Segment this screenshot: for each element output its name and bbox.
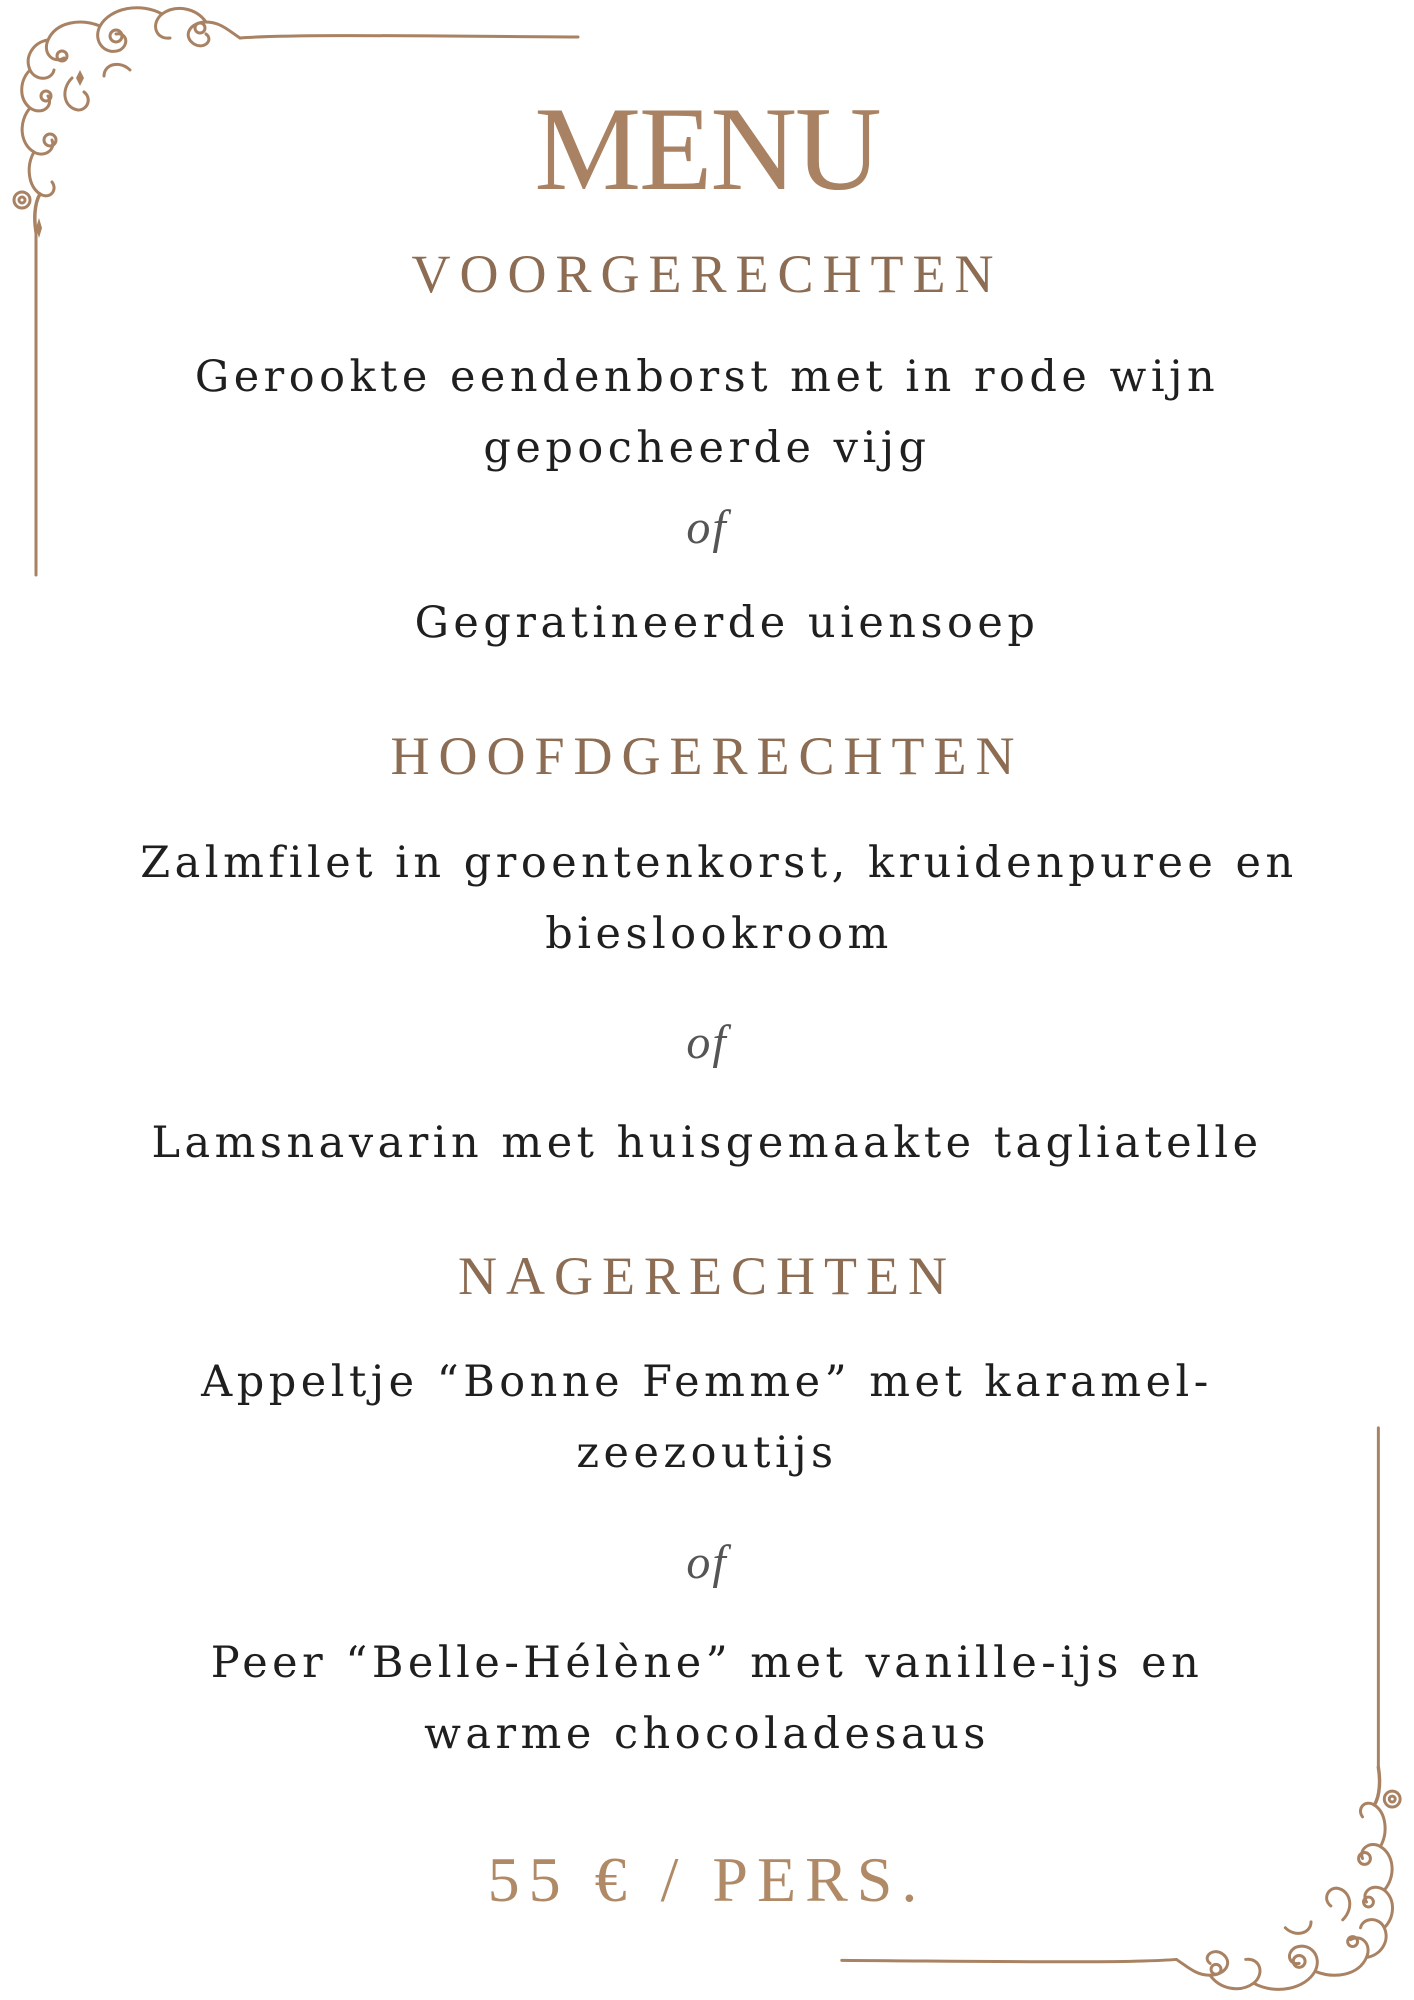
dessert-or-label: of: [686, 1536, 728, 1589]
menu-title: MENU: [534, 82, 880, 215]
price-per-person: 55 € / PERS.: [487, 1844, 927, 1915]
starter-dish-1-line-2: gepocheerde vijg: [483, 423, 931, 473]
starter-dish-1-line-1: Gerookte eendenborst met in rode wijn: [194, 352, 1220, 402]
dessert-dish-2-line-2: warme chocoladesaus: [424, 1709, 990, 1759]
section-heading-mains: HOOFDGERECHTEN: [390, 726, 1024, 786]
dessert-dish-2-line-1: Peer “Belle-Hélène” met vanille-ijs en: [210, 1638, 1204, 1688]
main-dish-2: Lamsnavarin met huisgemaakte tagliatelle: [151, 1118, 1263, 1168]
main-dish-1-line-2: bieslookroom: [545, 909, 893, 959]
dessert-dish-1-line-1: Appeltje “Bonne Femme” met karamel-: [201, 1357, 1213, 1407]
dessert-dish-1-line-2: zeezoutijs: [576, 1428, 838, 1478]
main-dish-1-line-1: Zalmfilet in groentenkorst, kruidenpuree en: [140, 838, 1298, 888]
section-heading-desserts: NAGERECHTEN: [458, 1246, 956, 1306]
starter-dish-2: Gegratineerde uiensoep: [414, 598, 1040, 648]
section-heading-starters: VOORGERECHTEN: [411, 244, 1003, 304]
starter-or-label: of: [686, 501, 728, 554]
main-or-label: of: [686, 1016, 728, 1069]
